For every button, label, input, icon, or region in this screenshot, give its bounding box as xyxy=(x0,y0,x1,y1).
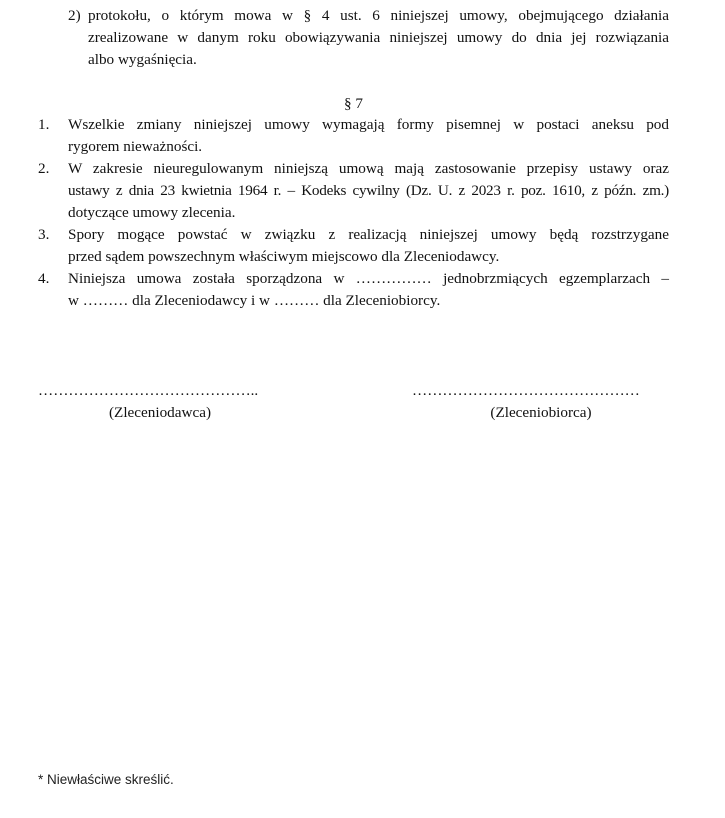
signature-block-left xyxy=(38,380,282,424)
sub-item-text xyxy=(88,5,669,71)
sub-item-2 xyxy=(68,5,669,71)
point-number: 1. xyxy=(38,116,50,133)
point-line: dotyczące umowy zlecenia. xyxy=(68,204,236,221)
sub-item-number: 2) xyxy=(68,7,81,24)
point-line: w ……… dla Zleceniodawcy i w ……… dla Zleceniobiorcy. xyxy=(68,292,441,309)
point-line: ustawy z dnia 23 kwietnia 1964 r. – Kodeks cywilny (Dz. U. z 2023 r. poz. 1610, z późn. zm.) xyxy=(68,182,669,199)
section-heading xyxy=(0,93,725,115)
point-line: rygorem nieważności. xyxy=(68,138,203,155)
section-heading-text: § 7 xyxy=(344,95,363,112)
point-line: Spory mogące powstać w związku z realizacją niniejszej umowy będą rozstrzygane xyxy=(68,226,669,243)
point-number: 4. xyxy=(38,270,50,287)
sub-item-line: albo wygaśnięcia. xyxy=(88,51,197,68)
point-line: Niniejsza umowa została sporządzona w …………… jednobrzmiących egzemplarzach – xyxy=(68,270,669,287)
list-item xyxy=(38,114,669,158)
footnote: * Niewłaściwe skreślić. xyxy=(38,772,174,787)
sub-item-line: protokołu, o którym mowa w § 4 ust. 6 niniejszej umowy, obejmującego działania xyxy=(88,7,669,24)
point-number: 2. xyxy=(38,160,50,177)
list-item xyxy=(38,158,669,224)
signature-role-left: (Zleceniodawca) xyxy=(108,404,212,421)
list-item xyxy=(38,224,669,268)
list-item xyxy=(38,268,669,312)
signature-role-right: (Zleceniobiorca) xyxy=(490,404,592,421)
signature-line-left: …………………………………….. xyxy=(38,382,259,399)
signature-line-right: ……………………………………… xyxy=(412,382,640,399)
signature-block-right xyxy=(412,380,670,424)
point-line: W zakresie nieuregulowanym niniejszą umową mają zastosowanie przepisy ustawy oraz xyxy=(68,160,669,177)
point-line: Wszelkie zmiany niniejszej umowy wymagają formy pisemnej w postaci aneksu pod xyxy=(68,116,669,133)
section-points-list xyxy=(38,114,669,312)
sub-item-line: zrealizowane w danym roku obowiązywania niniejszej umowy do dnia jej rozwiązania xyxy=(88,29,669,46)
point-line: przed sądem powszechnym właściwym miejscowo dla Zleceniodawcy. xyxy=(68,248,500,265)
point-number: 3. xyxy=(38,226,50,243)
